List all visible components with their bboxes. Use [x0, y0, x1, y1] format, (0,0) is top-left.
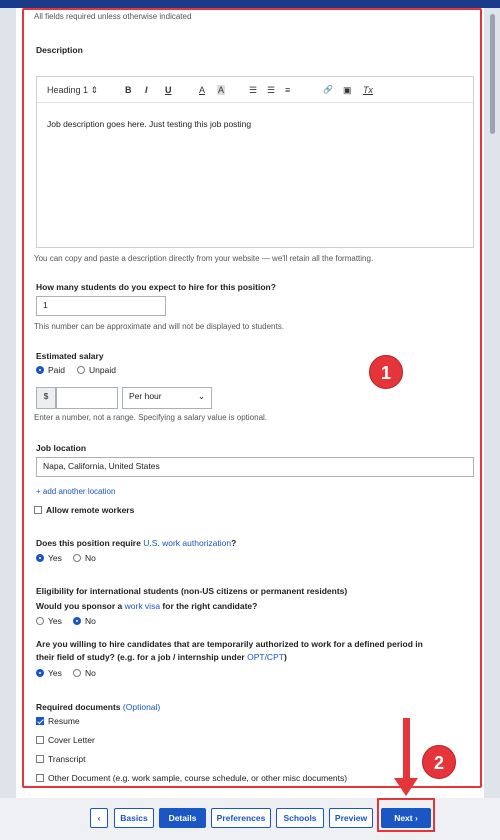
bold-button[interactable]: B [125, 85, 132, 95]
step-badge-1: 1 [369, 355, 403, 389]
scrollbar-thumb[interactable] [490, 14, 495, 134]
opt-yes-radio[interactable]: Yes [36, 668, 62, 678]
work-auth-yes-radio[interactable]: Yes [36, 553, 62, 563]
radio-selected-icon [73, 617, 81, 625]
work-auth-no-radio[interactable]: No [73, 553, 96, 563]
work-visa-link[interactable]: work visa [124, 601, 161, 611]
radio-empty-icon [73, 554, 81, 562]
visa-question: Would you sponsor a work visa for the right candidate? [36, 601, 258, 611]
underline-button[interactable]: U [165, 85, 172, 95]
required-note: All fields required unless otherwise indicated [34, 12, 192, 21]
back-button[interactable]: ‹ [90, 808, 108, 828]
description-hint: You can copy and paste a description directly from your website — we'll retain all the formatting. [34, 254, 374, 263]
salary-unpaid-radio[interactable]: Unpaid [77, 365, 116, 375]
tab-schools[interactable]: Schools [276, 808, 324, 828]
doc-other-checkbox[interactable]: Other Document (e.g. work sample, course schedule, or other misc documents) [36, 773, 347, 783]
intl-heading: Eligibility for international students (non-US citizens or permanent residents) [36, 586, 348, 596]
job-details-form [16, 8, 484, 798]
checkbox-empty-icon [34, 506, 42, 514]
description-label: Description [36, 45, 83, 55]
opt-question-line1: Are you willing to hire candidates that are temporarily authorized to work for a defined period in [36, 639, 423, 649]
bullet-list-icon[interactable]: ☰ [267, 85, 276, 95]
highlight-button[interactable]: A [218, 85, 225, 95]
arrow-down-icon [394, 778, 418, 796]
description-body[interactable]: Job description goes here. Just testing this job posting [47, 119, 252, 129]
ordered-list-icon[interactable]: ☰ [249, 85, 258, 95]
left-gutter [0, 8, 16, 798]
description-editor[interactable] [36, 76, 474, 248]
clear-format-icon[interactable]: Tx [363, 85, 373, 95]
opt-cpt-link[interactable]: OPT/CPT [247, 652, 284, 662]
radio-selected-icon [36, 366, 44, 374]
step-badge-2: 2 [422, 745, 456, 779]
next-button[interactable]: Next › [381, 808, 431, 828]
tab-details[interactable]: Details [159, 808, 206, 828]
radio-empty-icon [36, 617, 44, 625]
checkbox-empty-icon [36, 736, 44, 744]
doc-resume-checkbox[interactable]: Resume [36, 716, 80, 726]
location-input[interactable]: Napa, California, United States [36, 457, 474, 477]
radio-empty-icon [77, 366, 85, 374]
doc-cover-letter-checkbox[interactable]: Cover Letter [36, 735, 95, 745]
salary-amount-input[interactable] [56, 387, 118, 409]
opt-no-radio[interactable]: No [73, 668, 96, 678]
radio-selected-icon [36, 554, 44, 562]
italic-button[interactable]: I [145, 85, 148, 95]
radio-empty-icon [73, 669, 81, 677]
location-label: Job location [36, 443, 87, 453]
next-highlight-box [377, 798, 435, 832]
top-bar [0, 0, 500, 8]
doc-transcript-checkbox[interactable]: Transcript [36, 754, 85, 764]
tab-basics[interactable]: Basics [114, 808, 154, 828]
heading-select[interactable]: Heading 1 ⇕ [47, 85, 99, 95]
checkbox-checked-icon [36, 717, 44, 725]
chevron-down-icon: ⌄ [197, 391, 205, 401]
documents-label: Required documents (Optional) [36, 702, 161, 712]
checkbox-empty-icon [36, 774, 44, 782]
salary-period-select[interactable]: Per hour ⌄ [122, 387, 212, 409]
salary-paid-radio[interactable]: Paid [36, 365, 65, 375]
font-color-button[interactable]: A [199, 85, 206, 95]
visa-no-radio[interactable]: No [73, 616, 96, 626]
hires-hint: This number can be approximate and will not be displayed to students. [34, 322, 284, 331]
remote-checkbox[interactable]: Allow remote workers [34, 505, 134, 515]
work-auth-link[interactable]: U.S. work authorization [143, 538, 232, 548]
hires-label: How many students do you expect to hire for this position? [36, 282, 276, 292]
tab-preview[interactable]: Preview [329, 808, 373, 828]
salary-label: Estimated salary [36, 351, 104, 361]
salary-hint: Enter a number, not a range. Specifying a salary value is optional. [34, 413, 268, 422]
image-icon[interactable]: ▣ [343, 85, 352, 95]
arrow-shaft [403, 718, 410, 784]
opt-question-line2: their field of study? (e.g. for a job / internship under OPT/CPT) [36, 652, 287, 662]
tab-preferences[interactable]: Preferences [211, 808, 271, 828]
hires-input[interactable]: 1 [36, 296, 166, 316]
radio-selected-icon [36, 669, 44, 677]
editor-toolbar [37, 77, 473, 103]
align-icon[interactable]: ≡ [285, 85, 291, 95]
link-icon[interactable]: 🔗 [323, 85, 333, 94]
documents-optional: (Optional) [122, 702, 161, 712]
add-location-link[interactable]: + add another location [36, 487, 116, 496]
visa-yes-radio[interactable]: Yes [36, 616, 62, 626]
work-auth-question: Does this position require U.S. work authorization? [36, 538, 237, 548]
checkbox-empty-icon [36, 755, 44, 763]
currency-prefix: $ [36, 387, 56, 409]
